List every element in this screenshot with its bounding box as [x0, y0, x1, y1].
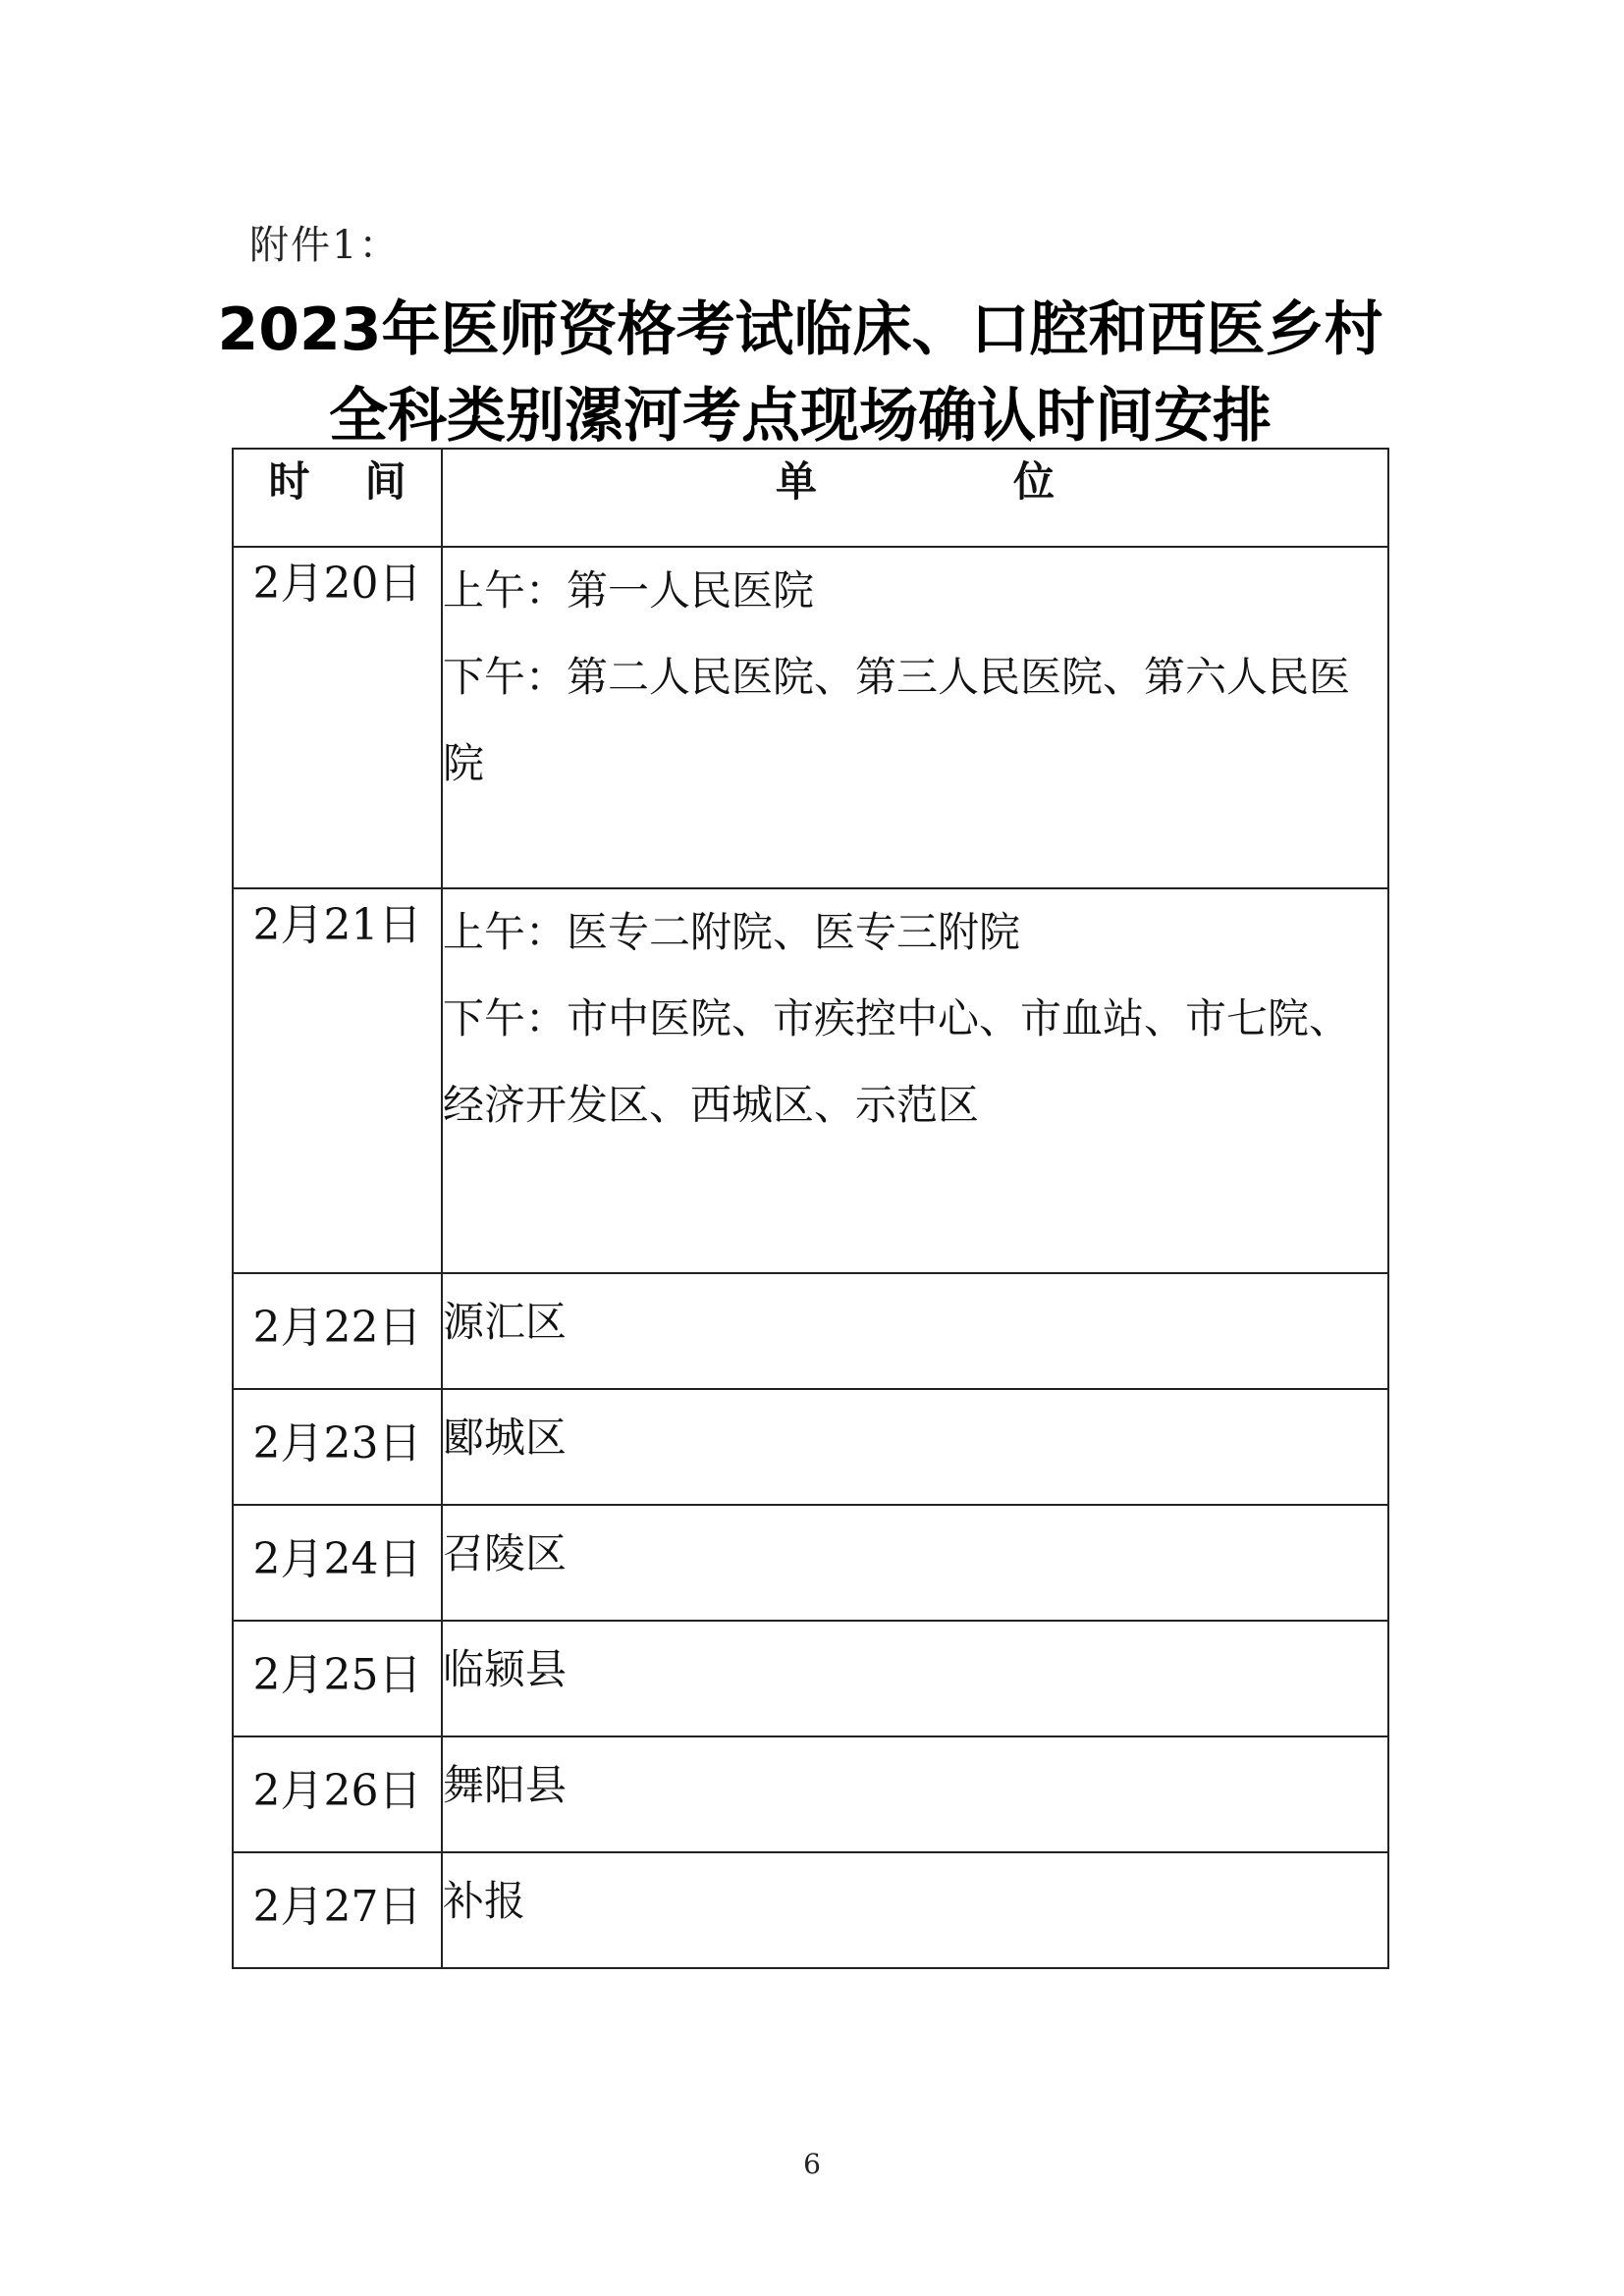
row-date: 2月26日	[233, 1736, 442, 1852]
header-date: 时 间	[233, 449, 442, 547]
row-units	[442, 1621, 1388, 1736]
table-row	[233, 547, 1388, 888]
row-units	[442, 888, 1388, 1273]
row-date: 2月21日	[233, 888, 442, 1273]
row-units	[442, 1852, 1388, 1968]
row-date: 2月25日	[233, 1621, 442, 1736]
row-units	[442, 547, 1388, 888]
row-unit-line: 上午：医专二附院、医专三附院	[443, 908, 1021, 956]
table-row	[233, 1389, 1388, 1505]
row-unit-line: 召陵区	[443, 1529, 568, 1577]
row-date: 2月27日	[233, 1852, 442, 1968]
table-row	[233, 1852, 1388, 1968]
header-unit: 单 位	[442, 449, 1388, 547]
page-number: 6	[803, 2148, 821, 2180]
table-row	[233, 1505, 1388, 1621]
row-date: 2月24日	[233, 1505, 442, 1621]
row-units	[442, 1505, 1388, 1621]
row-date: 2月20日	[233, 547, 442, 888]
row-unit-line: 补报	[443, 1877, 526, 1925]
row-units	[442, 1273, 1388, 1389]
table-header-row	[233, 449, 1388, 547]
table-row	[233, 1736, 1388, 1852]
row-unit-line: 郾城区	[443, 1414, 568, 1462]
row-unit-line: 下午：第二人民医院、第三人民医院、第六人民医院	[443, 653, 1351, 787]
table-row	[233, 888, 1388, 1273]
document-title	[196, 287, 1404, 459]
attachment-label: 附件1：	[249, 223, 401, 268]
row-units	[442, 1389, 1388, 1505]
title-line-1: 2023年医师资格考试临床、口腔和西医乡村	[217, 295, 1383, 364]
row-units	[442, 1736, 1388, 1852]
row-unit-line: 下午：市中医院、市疾控中心、市血站、市七院、经济开发区、西城区、示范区	[443, 994, 1351, 1129]
table-row	[233, 1273, 1388, 1389]
row-unit-line: 临颍县	[443, 1645, 568, 1693]
table-row	[233, 1621, 1388, 1736]
title-line-2: 全科类别漯河考点现场确认时间安排	[329, 382, 1272, 451]
row-unit-line: 上午：第一人民医院	[443, 566, 815, 614]
row-unit-line: 源汇区	[443, 1298, 568, 1346]
row-date: 2月23日	[233, 1389, 442, 1505]
row-unit-line: 舞阳县	[443, 1761, 568, 1809]
schedule-table	[232, 448, 1389, 1969]
row-date: 2月22日	[233, 1273, 442, 1389]
